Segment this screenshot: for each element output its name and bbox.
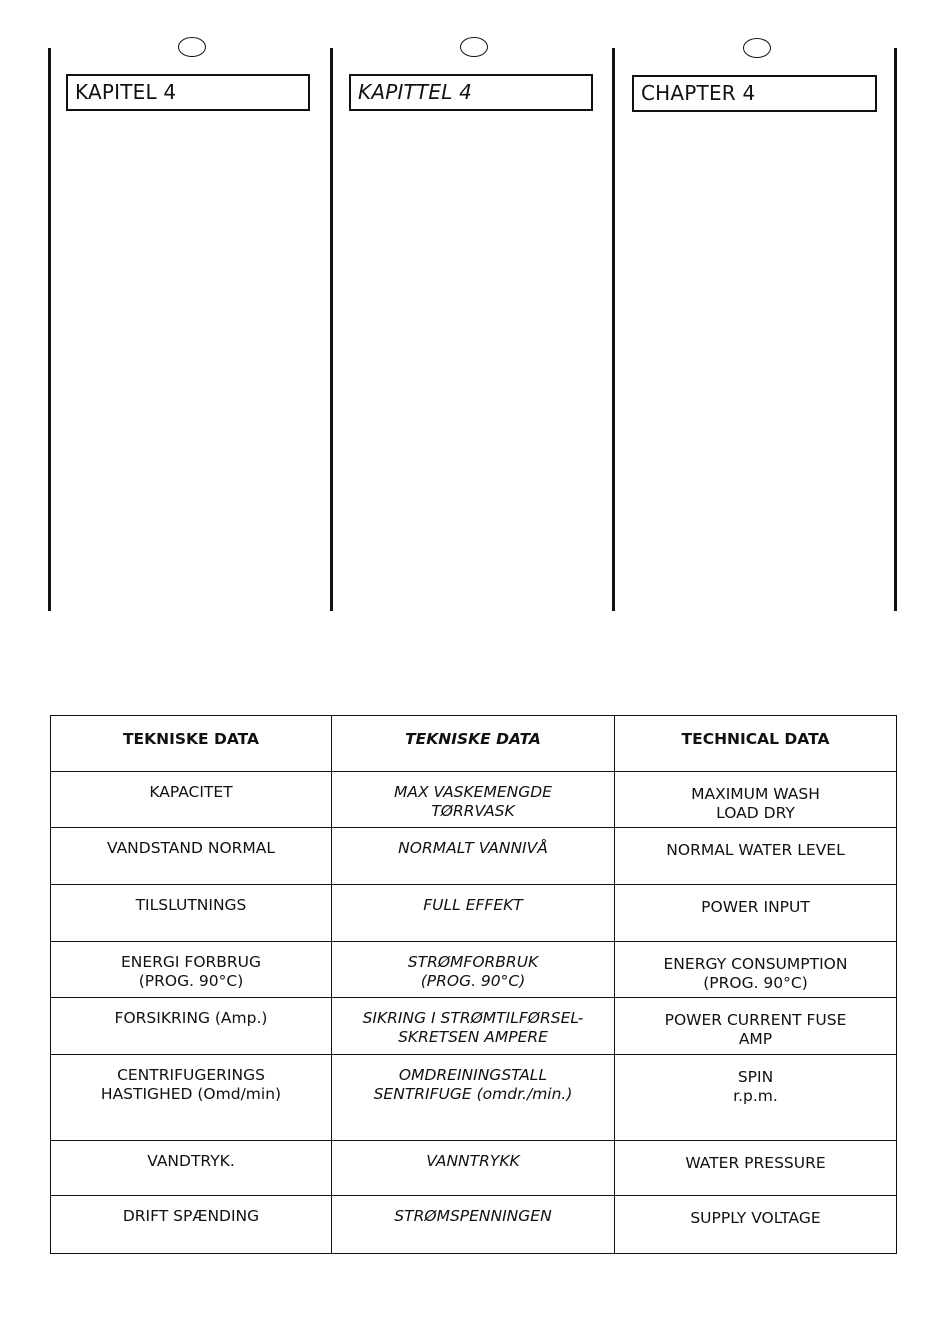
language-marker-circle	[743, 38, 771, 58]
cell-text-line: WATER PRESSURE	[685, 1154, 826, 1172]
chapter-heading-norwegian: KAPITTEL 4	[349, 74, 593, 111]
cell-text-line: HASTIGHED (Omd/min)	[100, 1085, 282, 1103]
column-divider-left	[48, 48, 51, 611]
table-cell-norwegian	[332, 885, 615, 942]
table-header-row	[51, 716, 897, 772]
table-row	[51, 1196, 897, 1254]
table-cell-norwegian	[332, 1055, 615, 1141]
cell-text-line: DRIFT SPÆNDING	[122, 1207, 260, 1225]
cell-text-line: (PROG. 90°C)	[703, 974, 808, 992]
table-cell-danish	[51, 1055, 332, 1141]
table-row	[51, 1055, 897, 1141]
cell-text-line: POWER INPUT	[701, 898, 810, 916]
cell-text-line: FULL EFFEKT	[423, 896, 523, 914]
header-cell-danish: TEKNISKE DATA	[51, 716, 332, 772]
cell-text-line: MAX VASKEMENGDE	[394, 783, 552, 801]
cell-text-line: STRØMFORBRUK	[407, 953, 539, 971]
cell-text-line: r.p.m.	[733, 1087, 778, 1105]
cell-text-line: VANNTRYKK	[426, 1152, 520, 1170]
cell-text-line: SKRETSEN AMPERE	[398, 1028, 548, 1046]
chapter-heading-danish: KAPITEL 4	[66, 74, 310, 111]
cell-text-line: TILSLUTNINGS	[135, 896, 247, 914]
cell-text-line: (PROG. 90°C)	[138, 972, 244, 990]
language-marker-circle	[460, 37, 488, 57]
table-row	[51, 885, 897, 942]
cell-text-line: LOAD DRY	[716, 804, 795, 822]
cell-text-line: SUPPLY VOLTAGE	[690, 1209, 821, 1227]
column-divider-1	[330, 48, 333, 611]
table-row	[51, 772, 897, 828]
table-cell-danish	[51, 1196, 332, 1254]
cell-text-line: NORMALT VANNIVÅ	[398, 839, 548, 857]
cell-text-line: SPIN	[737, 1068, 774, 1086]
cell-text-line: STRØMSPENNINGEN	[394, 1207, 552, 1225]
table-cell-danish	[51, 885, 332, 942]
column-divider-right	[894, 48, 897, 611]
table-cell-norwegian	[332, 1196, 615, 1254]
cell-text-line: ENERGI FORBRUG	[120, 953, 262, 971]
table-cell-english	[615, 942, 897, 998]
table-cell-danish	[51, 998, 332, 1055]
cell-text-line: VANDTRYK.	[147, 1152, 235, 1170]
table-cell-norwegian	[332, 942, 615, 998]
table-row	[51, 998, 897, 1055]
table-cell-english	[615, 1196, 897, 1254]
header-cell-english: TECHNICAL DATA	[615, 716, 897, 772]
cell-text-line: NORMAL WATER LEVEL	[666, 841, 845, 859]
header-cell-norwegian: TEKNISKE DATA	[332, 716, 615, 772]
cell-text-line: SIKRING I STRØMTILFØRSEL-	[362, 1009, 584, 1027]
table-cell-norwegian	[332, 828, 615, 885]
cell-text-line: TØRRVASK	[431, 802, 515, 820]
technical-data-table	[50, 715, 897, 1254]
column-divider-2	[612, 48, 615, 611]
cell-text-line: VANDSTAND NORMAL	[106, 839, 276, 857]
cell-text-line: CENTRIFUGERINGS	[117, 1066, 265, 1084]
table-cell-norwegian	[332, 1141, 615, 1196]
language-marker-circle	[178, 37, 206, 57]
cell-text-line: (PROG. 90°C)	[420, 972, 526, 990]
table-cell-english	[615, 1055, 897, 1141]
table-cell-english	[615, 1141, 897, 1196]
table-cell-english	[615, 828, 897, 885]
table-row	[51, 942, 897, 998]
table-row	[51, 828, 897, 885]
cell-text-line: KAPACITET	[149, 783, 233, 801]
table-cell-norwegian	[332, 998, 615, 1055]
table-row	[51, 1141, 897, 1196]
table-cell-english	[615, 885, 897, 942]
table-cell-danish	[51, 828, 332, 885]
cell-text-line: MAXIMUM WASH	[691, 785, 820, 803]
table-cell-danish	[51, 772, 332, 828]
chapter-heading-english: CHAPTER 4	[632, 75, 877, 112]
cell-text-line: POWER CURRENT FUSE	[664, 1011, 847, 1029]
cell-text-line: AMP	[738, 1030, 773, 1048]
cell-text-line: SENTRIFUGE (omdr./min.)	[373, 1085, 573, 1103]
cell-text-line: FORSIKRING (Amp.)	[114, 1009, 268, 1027]
table-cell-english	[615, 772, 897, 828]
cell-text-line: OMDREININGSTALL	[398, 1066, 548, 1084]
cell-text-line: ENERGY CONSUMPTION	[663, 955, 848, 973]
table-cell-norwegian	[332, 772, 615, 828]
table-cell-danish	[51, 942, 332, 998]
table-cell-danish	[51, 1141, 332, 1196]
table-cell-english	[615, 998, 897, 1055]
